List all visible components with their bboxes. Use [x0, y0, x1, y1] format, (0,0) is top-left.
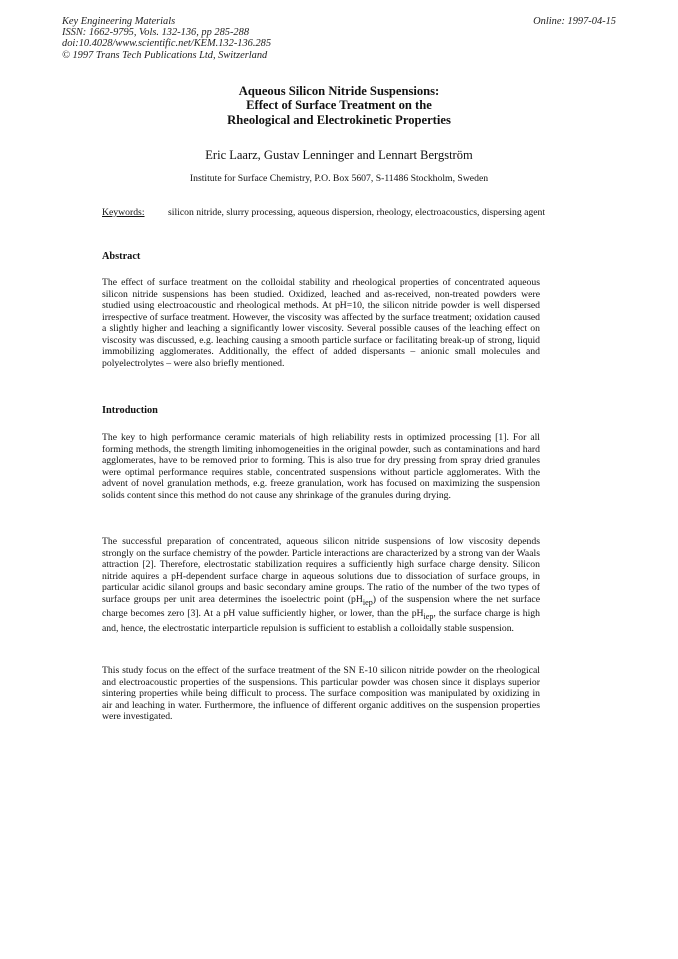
- keywords-label: Keywords:: [102, 207, 145, 218]
- keywords-text: silicon nitride, slurry processing, aqueous dispersion, rheology, electroacoustics, dispersing agent: [168, 207, 546, 218]
- copyright-line: © 1997 Trans Tech Publications Ltd, Switzerland: [62, 49, 268, 61]
- title-line-2: Effect of Surface Treatment on the: [246, 98, 432, 113]
- intro-paragraph-1: The key to high performance ceramic materials of high reliability rests in optimized processing [1]. For all forming methods, the strength limiting inhomogeneities in the original powder, such as contaminations and hard agglomerates, have to be removed prior to forming. This is also true for dry pressing from spray dried granules were optimal performance requires stable, concentrated suspensions without particle agglomerates. With the advent of novel granulation methods, e.g. freeze granulation, work has focused on maximizing the suspension solids content since this method do not cause any shrinkage of the granules during drying.: [102, 432, 540, 501]
- intro-p2-part-c: , the surface charge is high and, hence, the electrostatic interparticle repulsion is sufficient to establish a colloidally stable suspension.: [102, 608, 540, 634]
- intro-paragraph-3: This study focus on the effect of the surface treatment of the SN E-10 silicon nitride powder on the rheological and electroacoustic properties of the suspensions. This particular powder was chosen since it displays superior sintering properties while being difficult to process. The surface composition was manipulated by oxidizing in air and leaching in water. Furthermore, the influence of different organic additives on the suspension properties were investigated.: [102, 665, 540, 723]
- abstract-heading: Abstract: [102, 251, 141, 262]
- online-date: Online: 1997-04-15: [533, 16, 616, 27]
- title-line-1: Aqueous Silicon Nitride Suspensions:: [238, 84, 440, 98]
- intro-p2-sub-iep-1: iep: [362, 597, 373, 607]
- affiliation: Institute for Surface Chemistry, P.O. Box 5607, S-11486 Stockholm, Sweden: [189, 173, 489, 184]
- intro-paragraph-2: [102, 536, 540, 634]
- journal-header: [62, 16, 422, 61]
- introduction-heading: Introduction: [102, 405, 158, 416]
- paper-title: [0, 84, 678, 127]
- intro-p2-sub-iep-2: iep: [423, 612, 434, 622]
- title-line-3: Rheological and Electrokinetic Properties: [227, 112, 451, 127]
- journal-name: Key Engineering Materials: [62, 16, 176, 27]
- intro-p2-part-a: The successful preparation of concentrated, aqueous silicon nitride suspensions of low viscosity depends strongly on the surface chemistry of the powder. Particle interactions are characterized by a strong van der Waals attraction [2]. Therefore, electrostatic stabilization requires a sufficiently high surface charge density. Silicon nitride aquires a pH-dependent surface charge in aqueous solutions due to dissociation of surface groups, in particular acidic silanol groups and basic secondary amine groups. The ratio of the number of the two types of surface groups per unit area determines the isoelectric point (pH: [102, 536, 540, 605]
- authors: Eric Laarz, Gustav Lenninger and Lennart Bergström: [205, 148, 473, 162]
- intro-p2-part-b: ) of the suspension where the net surface charge becomes zero [3]. At a pH value sufficiently higher, or lower, than the pH: [102, 593, 540, 620]
- doi-line: doi:10.4028/www.scientific.net/KEM.132-136.285: [62, 38, 272, 50]
- issn-line: ISSN: 1662-9795, Vols. 132-136, pp 285-288: [62, 27, 250, 39]
- abstract-text: The effect of surface treatment on the colloidal stability and rheological properties of concentrated aqueous silicon nitride suspensions has been studied. Oxidized, leached and as-received, non-treated powders were studied using electroacoustic and rheological methods. At pH=10, the silicon nitride powder is well dispersed irrespective of surface treatment. However, the viscosity was affected by the surface treatment; oxidation caused a slightly higher and leaching a significantly lower viscosity. Several possible causes of the leaching effect on viscosity was discussed, e.g. leaching causing a smooth particle surface or facilitating break-up of strong, liquid immobilizing agglomerates. Additionally, the effect of added dispersants – anionic small molecules and polyelectrolytes – were also briefly mentioned.: [102, 277, 540, 369]
